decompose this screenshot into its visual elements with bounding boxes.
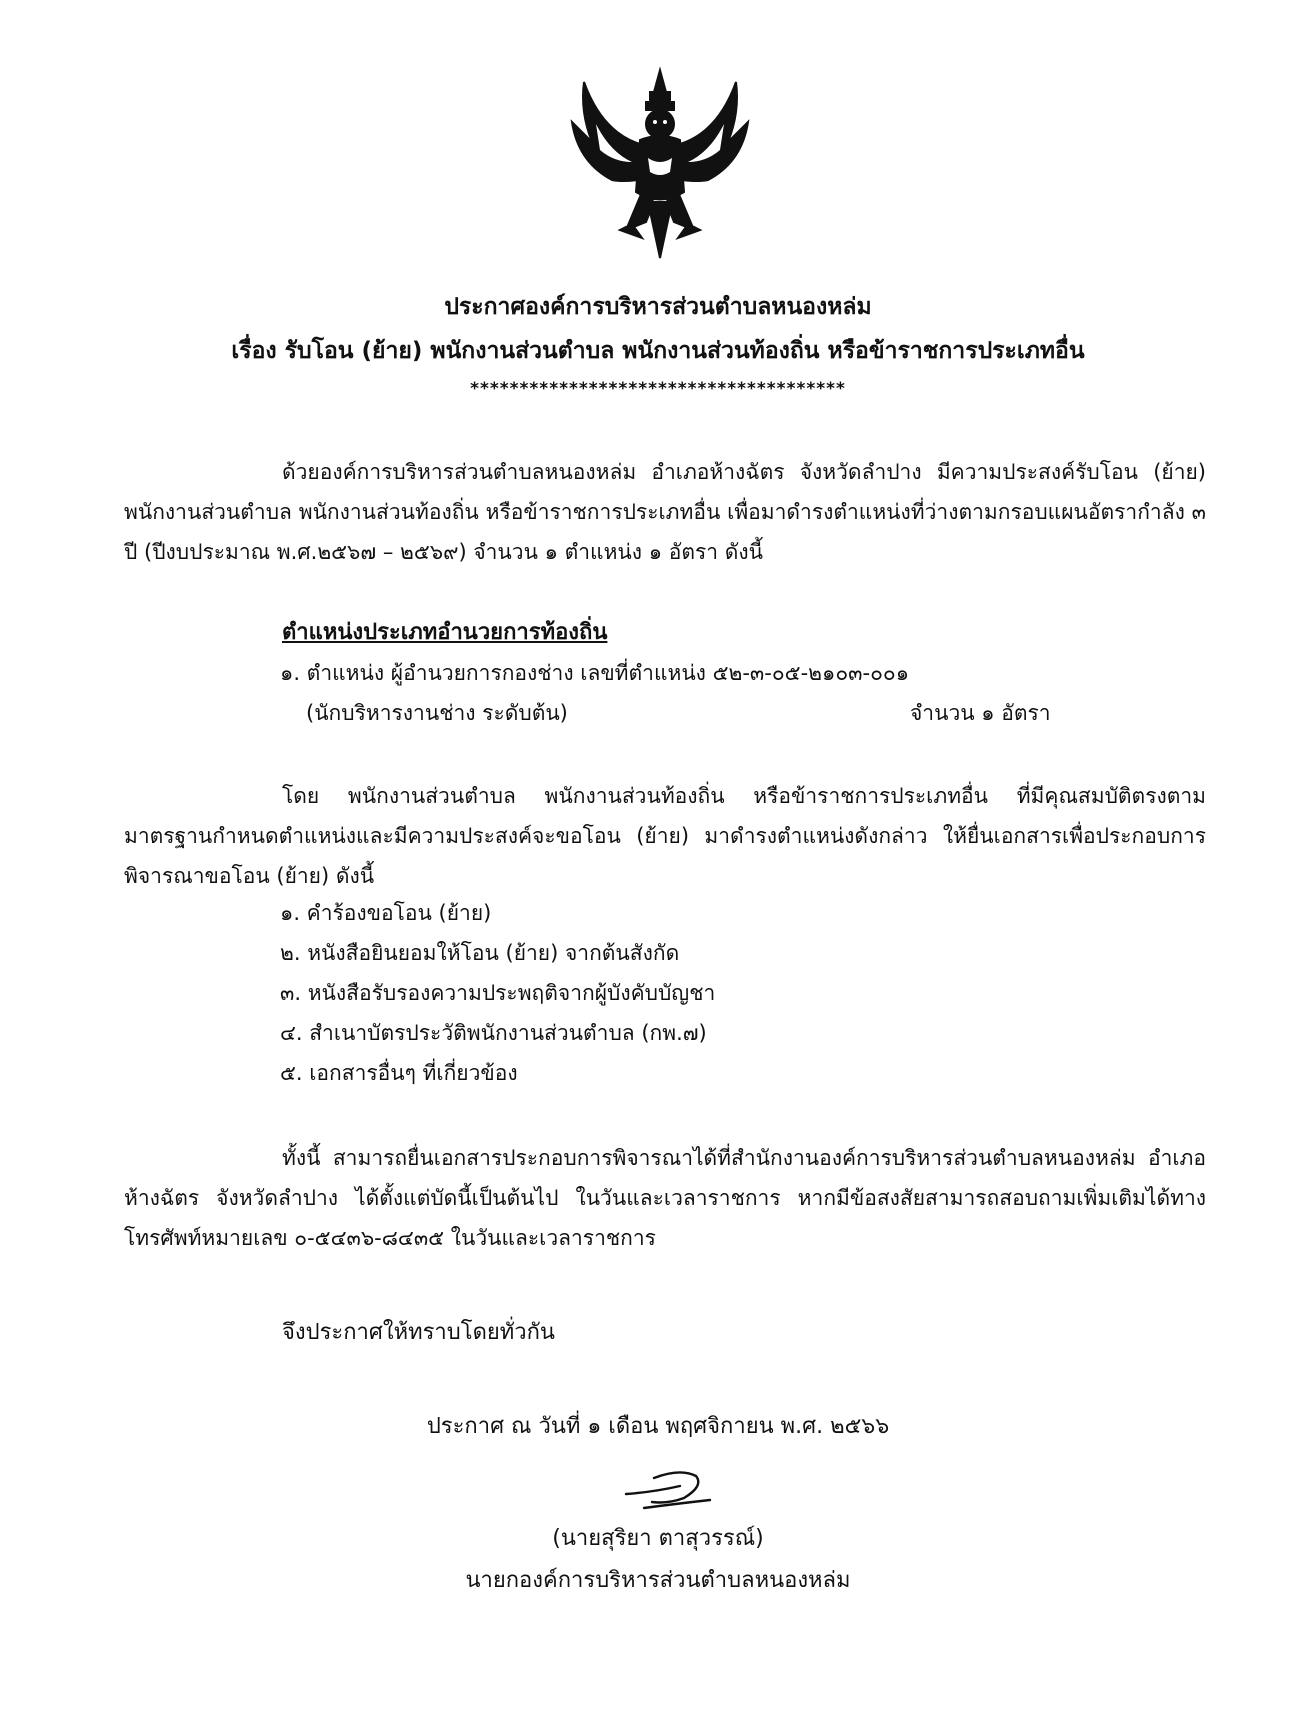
position-count: จำนวน ๑ อัตรา	[910, 701, 1051, 725]
document-item-3: ๓. หนังสือรับรองความประพฤติจากผู้บังคับบัญชา	[280, 981, 716, 1005]
document-item-1: ๑. คำร้องขอโอน (ย้าย)	[280, 901, 492, 925]
signatory-name: (นายสุริยา ตาสุวรรณ์)	[552, 1526, 764, 1551]
document-item-4: ๔. สำเนาบัตรประวัติพนักงานส่วนตำบล (กพ.๗)	[280, 1021, 707, 1045]
signature-icon	[624, 1464, 714, 1514]
position-heading: ตำแหน่งประเภทอำนวยการท้องถิ่น	[282, 620, 608, 645]
announcement-date: ประกาศ ณ วันที่ ๑ เดือน พฤศจิกายน พ.ศ. ๒๕๖๖	[426, 1414, 890, 1439]
garuda-emblem-icon	[562, 62, 758, 262]
position-line-2: (นักบริหารงานช่าง ระดับต้น)	[306, 701, 568, 725]
announcement-subject: เรื่อง รับโอน (ย้าย) พนักงานส่วนตำบล พนักงานส่วนท้องถิ่น หรือข้าราชการประเภทอื่น	[231, 338, 1085, 364]
requirements-paragraph	[124, 776, 1206, 896]
intro-text: ด้วยองค์การบริหารส่วนตำบลหนองหล่ม อำเภอห้างฉัตร จังหวัดลำปาง มีความประสงค์รับโอน (ย้าย) พนักงานส่วนตำบล พนักงานส่วนท้องถิ่น หรือข้าราชการประเภทอื่น เพื่อมาดำรงตำแหน่งที่ว่างตามกรอบแผนอัตรากำลัง ๓ ปี (ปีงบประมาณ พ.ศ.๒๕๖๗ – ๒๕๖๙) จำนวน ๑ ตำแหน่ง ๑ อัตรา ดังนี้	[124, 460, 1206, 564]
document-item-5: ๕. เอกสารอื่นๆ ที่เกี่ยวข้อง	[280, 1061, 518, 1085]
position-line-1: ๑. ตำแหน่ง ผู้อำนวยการกองช่าง เลขที่ตำแหน่ง ๕๒-๓-๐๕-๒๑๐๓-๐๐๑	[280, 661, 910, 685]
title-divider: **************************************	[470, 379, 846, 399]
document-item-2: ๒. หนังสือยินยอมให้โอน (ย้าย) จากต้นสังกัด	[280, 941, 680, 965]
signatory-title: นายกองค์การบริหารส่วนตำบลหนองหล่ม	[465, 1568, 851, 1593]
closing-statement: จึงประกาศให้ทราบโดยทั่วกัน	[282, 1320, 555, 1345]
requirements-text: โดย พนักงานส่วนตำบล พนักงานส่วนท้องถิ่น หรือข้าราชการประเภทอื่น ที่มีคุณสมบัติตรงตามมาตรฐานกำหนดตำแหน่งและมีความประสงค์จะขอโอน (ย้าย) มาดำรงตำแหน่งดังกล่าว ให้ยื่นเอกสารเพื่อประกอบการพิจารณาขอโอน (ย้าย) ดังนี้	[124, 784, 1206, 888]
intro-paragraph	[124, 452, 1206, 572]
submission-paragraph	[124, 1138, 1206, 1258]
announcement-title: ประกาศองค์การบริหารส่วนตำบลหนองหล่ม	[444, 294, 872, 320]
submission-text: ทั้งนี้ สามารถยื่นเอกสารประกอบการพิจารณาได้ที่สำนักงานองค์การบริหารส่วนตำบลหนองหล่ม อำเภอห้างฉัตร จังหวัดลำปาง ได้ตั้งแต่บัดนี้เป็นต้นไป ในวันและเวลาราชการ หากมีข้อสงสัยสามารถสอบถามเพิ่มเติมได้ทางโทรศัพท์หมายเลข ๐-๕๔๓๖-๘๔๓๕ ในวันและเวลาราชการ	[124, 1146, 1206, 1250]
